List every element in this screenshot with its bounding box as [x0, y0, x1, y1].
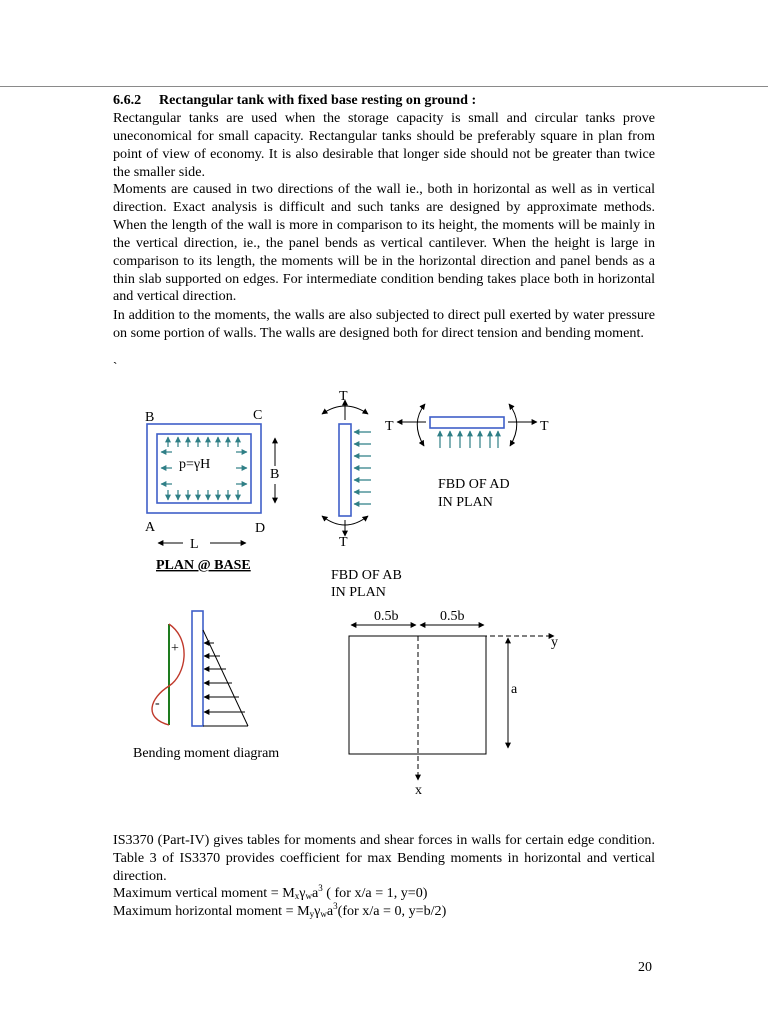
half-width-right-label: 0.5b	[440, 609, 465, 624]
plan-caption: PLAN @ BASE	[156, 558, 251, 573]
axis-y-label: y	[551, 635, 558, 650]
paragraph-moments: Moments are caused in two directions of the wall ie., both in horizontal as well as in vertical direction. Exact analysis is difficult and such tanks are designed by approximate methods. When the length of the wall is more in comparison to its height, the moments will be mainly in the vertical direction, ie., the panel bends as vertical cantilever. When the height is large in comparison to its length, the moments will be in the horizontal direction and panel bends as a thin slab supported on edges. For intermediate condition bending takes place both in horizontal and vertical direction.	[113, 181, 655, 305]
fbd-ad-moment-right	[509, 404, 517, 446]
bmd-minus-label: -	[155, 696, 160, 711]
fbd-ad-moment-left	[417, 404, 425, 446]
corner-c-label: C	[253, 408, 263, 423]
bmd-pressure-arrows	[204, 643, 245, 712]
equation-horizontal-moment: Maximum horizontal moment = $M_y\gamma_wa^3(for$ x/a = 0, y=b/2)	[113, 901, 447, 919]
fbd-ad	[385, 404, 549, 510]
fbd-ab-wall	[339, 424, 351, 516]
fbd-ab-caption-line2: IN PLAN	[331, 585, 386, 600]
plan-view	[145, 408, 279, 573]
equation-vertical-moment: Maximum vertical moment = $M_x\gamma_wa^3$ ( for x/a = 1, y=0)	[113, 883, 428, 901]
fbd-ab-pressure-arrows	[354, 432, 371, 504]
half-width-left-label: 0.5b	[374, 609, 399, 624]
paragraph-direct-pull: In addition to the moments, the walls are also subjected to direct pull exerted by water pressure on some portion of walls. The walls are designed both for direct tension and bending moment.	[113, 307, 655, 341]
bmd-plus-label: +	[171, 641, 179, 656]
fbd-ad-pressure-arrows	[440, 431, 498, 448]
fbd-ad-wall	[430, 417, 504, 428]
dim-l-label: L	[190, 537, 199, 552]
bmd-caption: Bending moment diagram	[133, 746, 280, 761]
axis-x-label: x	[415, 783, 422, 798]
stray-mark: `	[113, 359, 118, 374]
fbd-ab-tension-top-label: T	[339, 389, 348, 404]
paragraph-intro: Rectangular tanks are used when the storage capacity is small and circular tanks prove uneconomical for small capacity. Rectangular tanks should be preferably square in plan from point of view of economy. It is also desirable that longer side should not be greater than twice the smaller side.	[113, 110, 655, 180]
section-title: Rectangular tank with fixed base resting on ground :	[159, 92, 477, 108]
section-number: 6.6.2	[113, 92, 142, 108]
bending-moment-diagram	[133, 611, 279, 761]
fbd-ab-caption-line1: FBD OF AB	[331, 568, 402, 583]
fbd-ab-tension-bottom-label: T	[339, 535, 348, 550]
fbd-ad-tension-right-label: T	[540, 419, 549, 434]
corner-d-label: D	[255, 521, 266, 536]
bmd-wall	[192, 611, 203, 726]
fbd-ad-tension-left-label: T	[385, 419, 394, 434]
fbd-ad-caption-line2: IN PLAN	[438, 495, 493, 510]
corner-b-label: B	[145, 410, 155, 425]
fbd-ad-caption-line1: FBD OF AD	[438, 477, 510, 492]
corner-a-label: A	[145, 520, 156, 535]
dim-b-label: B	[270, 467, 280, 482]
plan-pressure-label: p=γH	[179, 457, 211, 472]
paragraph-is3370: IS3370 (Part-IV) gives tables for moments and shear forces in walls for certain edge condition. Table 3 of IS3370 provides coefficient for max Bending moments in horizontal and vertical direction.	[113, 832, 655, 884]
page-number: 20	[638, 960, 652, 975]
wall-panel-diagram	[349, 609, 558, 798]
height-label: a	[511, 682, 518, 697]
